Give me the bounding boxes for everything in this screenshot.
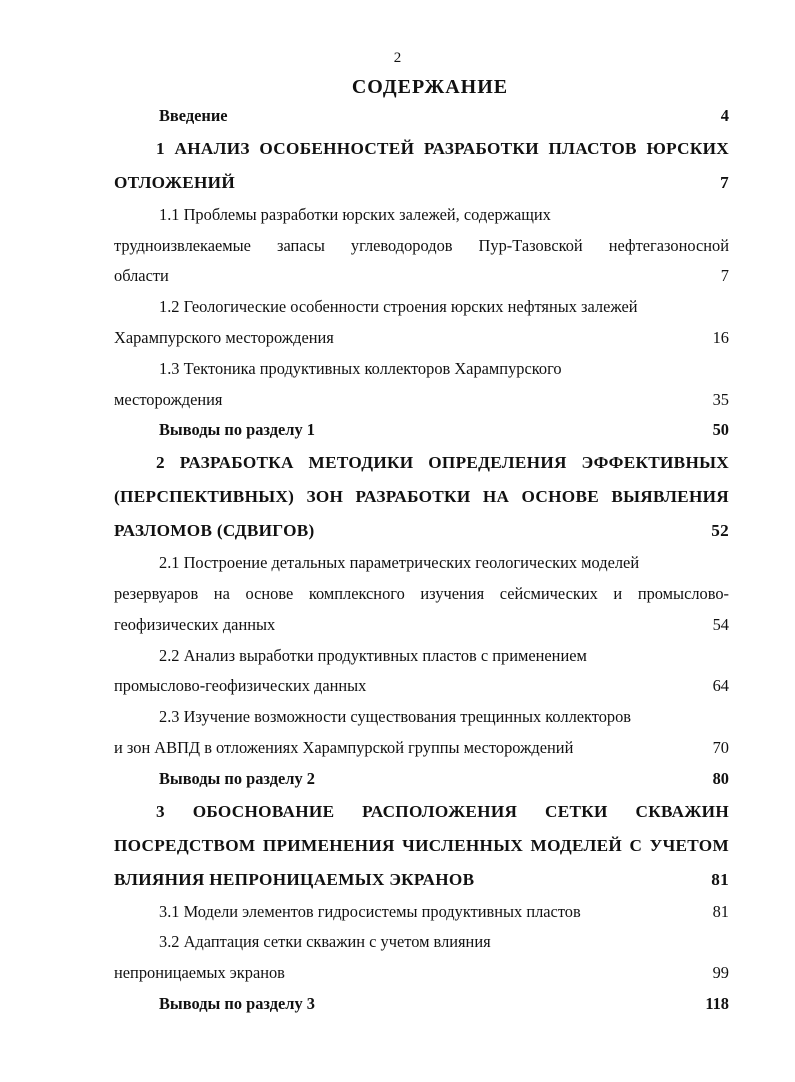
toc-page-number: 81 bbox=[711, 869, 729, 889]
toc-entry-line: 2.2 Анализ выработки продуктивных пластов с применением bbox=[159, 645, 587, 665]
toc-heading-line: ОТЛОЖЕНИЙ bbox=[114, 172, 235, 192]
toc-entry-1-1-cont[interactable] bbox=[114, 231, 729, 262]
toc-entry-line: 2.1 Построение детальных параметрических геологических моделей bbox=[159, 553, 640, 573]
toc-entry-intro[interactable] bbox=[114, 101, 729, 132]
toc-entry-2-1[interactable] bbox=[114, 548, 729, 579]
toc-entry-line: 1.3 Тектоника продуктивных коллекторов Харампурского bbox=[159, 358, 562, 378]
toc-heading-line: РАЗЛОМОВ (СДВИГОВ) bbox=[114, 521, 315, 541]
toc-entry-label: Выводы по разделу 1 bbox=[159, 420, 315, 440]
toc-entry-1-2-end[interactable] bbox=[114, 323, 729, 354]
toc-entry-line: промыслово-геофизических данных bbox=[114, 676, 367, 696]
toc-page-number: 80 bbox=[712, 768, 729, 788]
toc-entry-1-1[interactable] bbox=[114, 200, 729, 231]
toc-page-number: 35 bbox=[712, 389, 729, 409]
toc-page-number: 99 bbox=[712, 963, 729, 983]
toc-heading-line: 1 АНАЛИЗ ОСОБЕННОСТЕЙ РАЗРАБОТКИ ПЛАСТОВ ЮРСКИХ bbox=[156, 138, 729, 158]
toc-section-2-heading-end[interactable] bbox=[114, 514, 729, 548]
toc-entry-line: 1.1 Проблемы разработки юрских залежей, содержащих bbox=[159, 204, 551, 224]
toc-page-number: 7 bbox=[720, 172, 729, 192]
toc-page-number: 52 bbox=[711, 521, 729, 541]
toc-entry-line: геофизических данных bbox=[114, 614, 276, 634]
toc-entry-conclusions-3[interactable] bbox=[114, 989, 729, 1020]
toc-section-3-heading-cont[interactable] bbox=[114, 829, 729, 863]
toc-entry-2-1-cont[interactable] bbox=[114, 579, 729, 610]
toc-entry-label: Выводы по разделу 3 bbox=[159, 993, 315, 1013]
toc-entry-3-1[interactable] bbox=[114, 897, 729, 928]
toc-page-number: 4 bbox=[720, 106, 729, 125]
toc-entry-line: и зон АВПД в отложениях Харампурской группы месторождений bbox=[114, 737, 574, 757]
toc-section-3-heading[interactable] bbox=[114, 795, 729, 829]
toc-entry-line: резервуаров на основе комплексного изучения сейсмических и промыслово- bbox=[114, 583, 729, 603]
toc-entry-2-3[interactable] bbox=[114, 702, 729, 733]
toc-entry-line: непроницаемых экранов bbox=[114, 963, 285, 983]
toc-section-1-heading-end[interactable] bbox=[114, 166, 729, 200]
toc-entry-conclusions-1[interactable] bbox=[114, 415, 729, 446]
toc-entry-1-2[interactable] bbox=[114, 292, 729, 323]
page-title: СОДЕРЖАНИЕ bbox=[351, 76, 509, 98]
toc-entry-label: Выводы по разделу 2 bbox=[159, 768, 315, 788]
toc-entry-label: Введение bbox=[159, 106, 228, 125]
toc-entry-line: Харампурского месторождения bbox=[114, 327, 334, 347]
toc-entry-line: месторождения bbox=[114, 389, 223, 409]
toc-entry-2-3-end[interactable] bbox=[114, 733, 729, 764]
toc-entry-3-2-end[interactable] bbox=[114, 958, 729, 989]
toc-entry-line: 3.1 Модели элементов гидросистемы продуктивных пластов bbox=[159, 901, 581, 921]
toc-entry-line: трудноизвлекаемые запасы углеводородов Пур-Тазовской нефтегазоносной bbox=[114, 235, 729, 255]
toc-page-number: 16 bbox=[712, 327, 729, 347]
table-of-contents bbox=[114, 101, 729, 1020]
toc-section-2-heading-cont[interactable] bbox=[114, 480, 729, 514]
toc-section-1-heading[interactable] bbox=[114, 132, 729, 166]
toc-entry-1-3[interactable] bbox=[114, 354, 729, 385]
toc-entry-1-3-end[interactable] bbox=[114, 385, 729, 416]
toc-section-2-heading[interactable] bbox=[114, 446, 729, 480]
toc-page-number: 7 bbox=[720, 266, 729, 286]
toc-entry-2-2[interactable] bbox=[114, 641, 729, 672]
toc-page-number: 70 bbox=[712, 737, 729, 757]
toc-heading-line: ПОСРЕДСТВОМ ПРИМЕНЕНИЯ ЧИСЛЕННЫХ МОДЕЛЕЙ С УЧЕТОМ bbox=[114, 835, 729, 855]
toc-section-3-heading-end[interactable] bbox=[114, 863, 729, 897]
toc-entry-2-2-end[interactable] bbox=[114, 671, 729, 702]
toc-entry-line: области bbox=[114, 266, 169, 286]
toc-heading-line: 3 ОБОСНОВАНИЕ РАСПОЛОЖЕНИЯ СЕТКИ СКВАЖИН bbox=[156, 801, 729, 821]
toc-entry-1-1-end[interactable] bbox=[114, 261, 729, 292]
toc-entry-conclusions-2[interactable] bbox=[114, 764, 729, 795]
page-number: 2 bbox=[393, 50, 402, 66]
toc-page-number: 50 bbox=[712, 420, 729, 440]
toc-page-number: 54 bbox=[712, 614, 729, 634]
toc-page-number: 64 bbox=[712, 676, 729, 696]
toc-page-number: 81 bbox=[712, 901, 729, 921]
toc-heading-line: 2 РАЗРАБОТКА МЕТОДИКИ ОПРЕДЕЛЕНИЯ ЭФФЕКТИВНЫХ bbox=[156, 453, 729, 473]
toc-heading-line: ВЛИЯНИЯ НЕПРОНИЦАЕМЫХ ЭКРАНОВ bbox=[114, 869, 475, 889]
toc-heading-line: (ПЕРСПЕКТИВНЫХ) ЗОН РАЗРАБОТКИ НА ОСНОВЕ ВЫЯВЛЕНИЯ bbox=[114, 487, 729, 507]
toc-entry-line: 2.3 Изучение возможности существования трещинных коллекторов bbox=[159, 707, 632, 727]
toc-entry-3-2[interactable] bbox=[114, 927, 729, 958]
toc-entry-2-1-end[interactable] bbox=[114, 610, 729, 641]
toc-entry-line: 3.2 Адаптация сетки скважин с учетом влияния bbox=[159, 932, 491, 952]
toc-entry-line: 1.2 Геологические особенности строения юрских нефтяных залежей bbox=[159, 297, 638, 317]
toc-page-number: 118 bbox=[705, 993, 729, 1013]
